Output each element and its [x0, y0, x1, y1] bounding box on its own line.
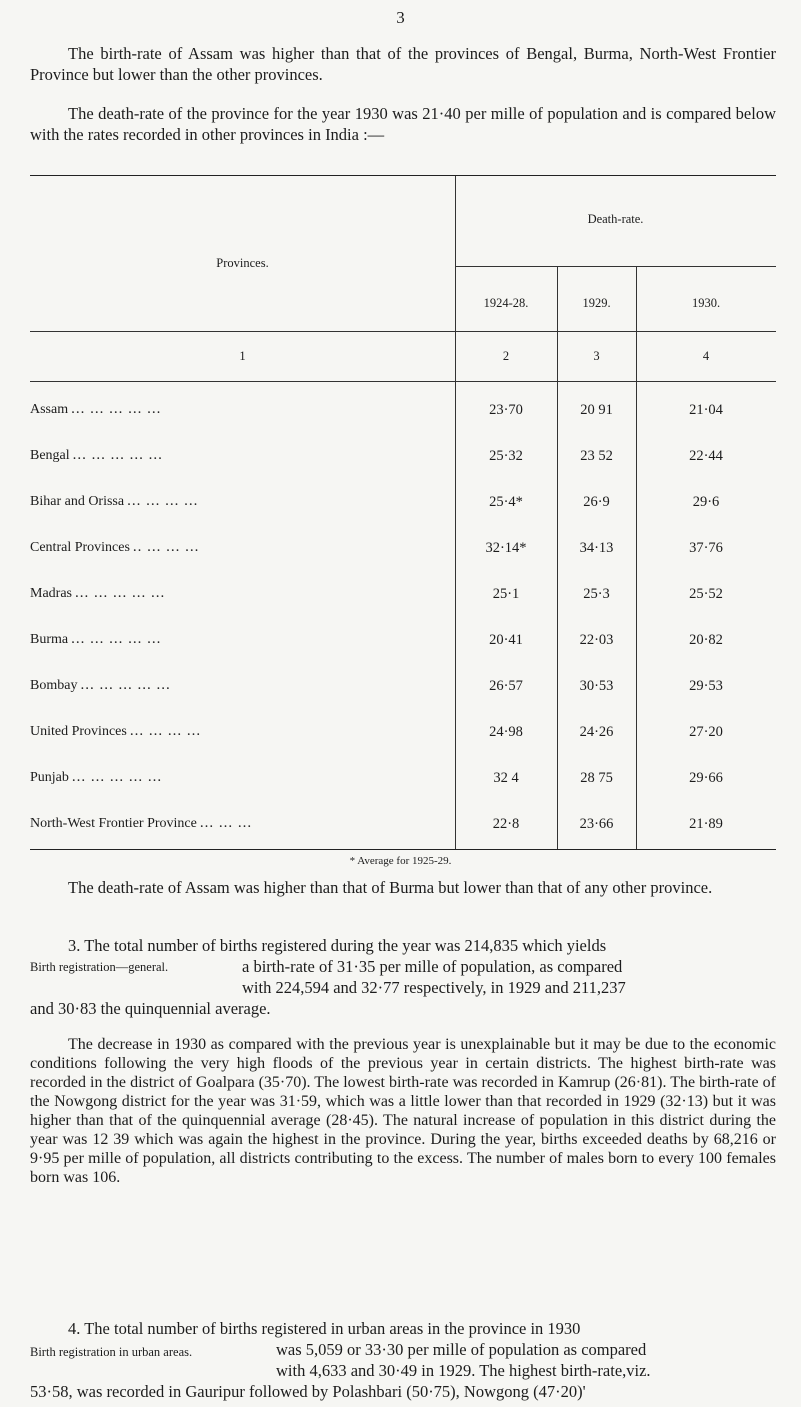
province-name: United Provinces	[30, 724, 127, 739]
column-number-3: 3	[593, 349, 600, 363]
table-footnote: * Average for 1925-29.	[349, 855, 452, 867]
provinces-header: Provinces.	[216, 256, 269, 270]
section-3-first-line: 3. The total number of births registered during the year was 214,835 which yields	[68, 936, 607, 955]
province-name: Central Provinces	[30, 540, 130, 555]
section-4-continuation: with 4,633 and 30·49 in 1929. The highest birth-rate,viz.	[276, 1361, 651, 1380]
column-number-2: 2	[502, 349, 510, 363]
death-rate-comparison-paragraph: The death-rate of Assam was higher than that of Burma but lower than that of any other province.	[68, 878, 713, 897]
death-rate-intro-paragraph: The death-rate of the province for the year 1930 was 21·40 per mille of population and is compared below with the rates recorded in other provinces in India :—	[30, 104, 776, 144]
column-number-1: 1	[239, 349, 246, 363]
leader-dots: ... ... ... ... ...	[71, 634, 162, 646]
rate-1929: 24·26	[579, 724, 614, 740]
leader-dots: ... ... ... ... ...	[75, 588, 166, 600]
rate-1924-28: 25·4*	[489, 494, 523, 510]
province-name: Punjab	[30, 770, 69, 785]
rate-1929: 26·9	[583, 494, 610, 510]
table-divider	[30, 381, 776, 382]
rate-1929: 28 75	[580, 770, 613, 786]
rate-1929: 23·66	[579, 816, 614, 832]
leader-dots: ... ... ... ...	[130, 726, 202, 738]
rate-1924-28: 24·98	[489, 724, 523, 740]
rate-1924-28: 23·70	[489, 402, 523, 418]
period-header-1930: 1930.	[691, 296, 721, 310]
section-4-last-line: 53·58, was recorded in Gauripur followed by Polashbari (50·75), Nowgong (47·20)'	[30, 1382, 586, 1401]
column-number-4: 4	[702, 349, 710, 363]
rate-1930: 29·66	[689, 770, 723, 786]
margin-note-birth-registration-general: Birth registration—general.	[30, 960, 169, 974]
rate-1924-28: 32·14*	[485, 540, 527, 556]
rate-1930: 21·89	[689, 816, 723, 832]
rate-1930: 22·44	[689, 448, 723, 464]
rate-1924-28: 20·41	[489, 632, 523, 648]
period-header-1924-28: 1924-28.	[483, 296, 529, 310]
leader-dots: ... ... ... ... ...	[72, 772, 163, 784]
province-name: Madras	[30, 586, 72, 601]
rate-1930: 21·04	[689, 402, 723, 418]
rate-1929: 34·13	[579, 540, 614, 556]
rate-1930: 27·20	[689, 724, 723, 740]
province-name: North-West Frontier Province	[30, 816, 197, 831]
leader-dots: ... ... ... ...	[127, 496, 199, 508]
section-4-continuation: was 5,059 or 33·30 per mille of population as compared	[276, 1340, 647, 1359]
leader-dots: .. ... ... ...	[133, 542, 200, 554]
leader-dots: ... ... ...	[200, 818, 253, 830]
rate-1929: 25·3	[583, 586, 610, 602]
table-divider	[30, 331, 776, 332]
rate-1930: 20·82	[689, 632, 723, 648]
province-name: Assam	[30, 402, 69, 417]
table-divider	[455, 266, 776, 267]
rate-1930: 29·6	[692, 494, 720, 510]
section-4-first-line: 4. The total number of births registered in urban areas in the province in 1930	[68, 1319, 581, 1338]
rate-1929: 30·53	[579, 678, 614, 694]
leader-dots: ... ... ... ... ...	[80, 680, 172, 692]
rate-1924-28: 22·8	[492, 816, 520, 832]
rate-1929: 22·03	[579, 632, 614, 648]
death-rate-header: Death-rate.	[587, 212, 644, 226]
rate-1924-28: 26·57	[489, 678, 523, 694]
rate-1929: 23 52	[580, 448, 613, 464]
margin-note-birth-registration-urban: Birth registration in urban areas.	[30, 1345, 193, 1359]
section-3-continuation: with 224,594 and 32·77 respectively, in 1929 and 211,237	[242, 978, 626, 997]
rate-1924-28: 25·32	[489, 448, 523, 464]
table-divider	[455, 176, 456, 849]
birth-rate-decrease-paragraph: The decrease in 1930 as compared with the previous year is unexplainable but it may be due to the economic conditions following the very high floods of the previous year in certain districts. The highest birth-rate was recorded in the district of Goalpara (35·70). The lowest birth-rate was recorded in Kamrup (26·81). The birth-rate of the Nowgong district for the year was 31·59, which was a little lower than that recorded in 1929 (32·13) but it was higher than that of the quinquennial average (28·45). The natural increase of population in this district during the year was 12 39 which was again the highest in the province. During the year, births exceeded deaths by 68,216 or 9·95 per mille of population, all districts contributing to the excess. The number of males born to every 100 females born was 106.	[30, 1036, 776, 1186]
rate-1930: 37·76	[689, 540, 723, 556]
province-name: Bombay	[30, 678, 78, 693]
section-3-continuation: a birth-rate of 31·35 per mille of population, as compared	[242, 957, 623, 976]
section-3-last-line: and 30·83 the quinquennial average.	[30, 999, 271, 1018]
rate-1930: 29·53	[689, 678, 723, 694]
leader-dots: ... ... ... ... ...	[73, 450, 164, 462]
leader-dots: ... ... ... ... ...	[71, 404, 162, 416]
province-name: Bihar and Orissa	[30, 494, 125, 509]
period-header-1929: 1929.	[582, 296, 611, 310]
province-name: Burma	[30, 632, 69, 647]
death-rate-table	[30, 175, 776, 850]
province-name: Bengal	[30, 448, 70, 463]
rate-1924-28: 32 4	[493, 770, 519, 786]
rate-1930: 25·52	[689, 586, 723, 602]
birth-rate-comparison-paragraph: The birth-rate of Assam was higher than that of the provinces of Bengal, Burma, North-West Frontier Province but lower than the other provinces.	[30, 44, 776, 84]
rate-1929: 20 91	[580, 402, 613, 418]
page-number: 3	[396, 8, 405, 27]
rate-1924-28: 25·1	[492, 586, 520, 602]
